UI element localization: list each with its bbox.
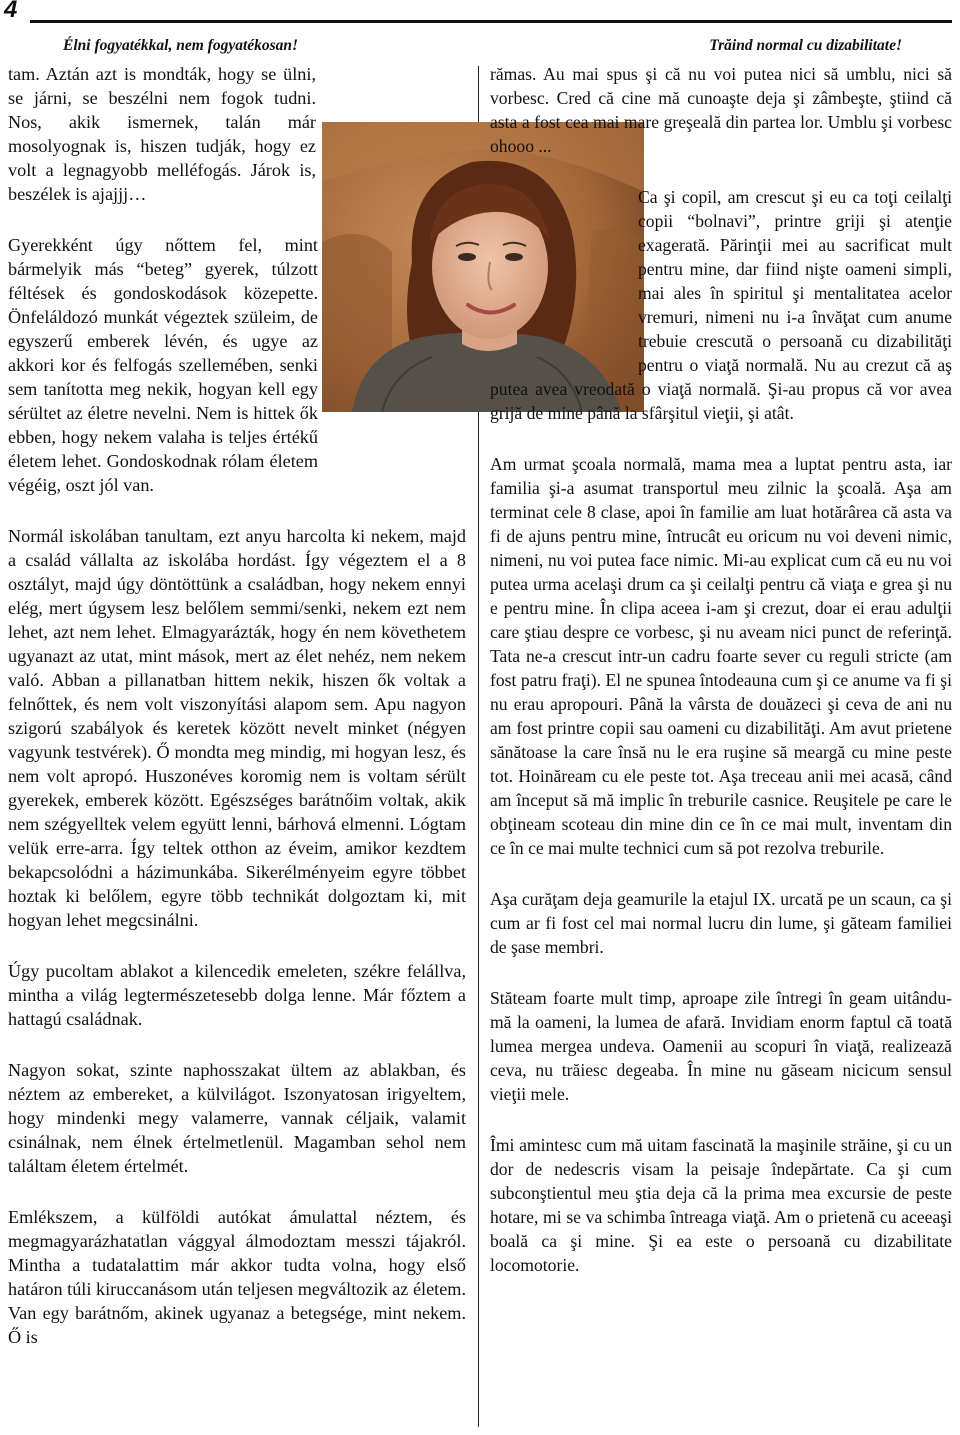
running-head-hungarian: Élni fogyatékkal, nem fogyatékosan! [63, 37, 299, 54]
hu-paragraph-6: Emlékszem, a külföldi autókat ámulattal néztem, és megmagyarázhatatlan vággyal álmodoztam messzi tájakról. Mintha a tudatalattim már akkor tudta volna, hogy első határon túli kiruccanásom után teljesen megváltozik az életem. Van egy barátnőm, akinek ugyanaz a betegsége, mint nekem. Ő is [8, 1207, 466, 1347]
hu-paragraph-1: tam. Aztán azt is mondták, hogy se ülni, se járni, se beszélni nem fogok tudni. Nos, akik ismernek, talán már mosolyognak is, hiszen tudják, hogy ez volt a legnagyobb melléfogás. Járok is, beszélek is ajajjj… [8, 64, 316, 204]
hu-paragraph-2: Gyerekként úgy nőttem fel, mint bármelyik más “beteg” gyerek, túlzott féltések és gondoskodások közepette. Önfeláldozó munkát végeztek szüleim, de egyszerű emberek lévén, és ugye az akkori kor és felfogás szellemében, senki sem tanította meg nekik, hogyan kell egy sérültet az életre nevelni. Nem is hittek ők ebben, hogy nekem valaha is teljes értékű életem lehet. Gondoskodnak rólam életem végéig, oszt jól van. [8, 235, 318, 495]
page-number: 4 [4, 0, 18, 23]
header-rule [30, 20, 952, 23]
hu-paragraph-4: Úgy pucoltam ablakot a kilencedik emeleten, székre felállva, mintha a világ legtermészetesebb dolga lenne. Már főztem a hattagú családnak. [8, 961, 466, 1029]
wrap-spacer [490, 185, 638, 373]
column-romanian [490, 62, 952, 1277]
ro-paragraph-6: Îmi amintesc cum mă uitam fascinată la maşinile străine, şi cu un dor de nedescris visam la peisaje îndepărtate. Ca şi cum subconştientul meu ştia deja că la prima mea excursie de peste hotare, mi se va schimba întreaga viaţă. Am o prietenă cu aceeaşi boală ca şi mine. Şi ea este o persoană cu dizabilitate locomotorie. [490, 1135, 952, 1275]
ro-paragraph-5: Stăteam foarte mult timp, aproape zile întregi în geam uitându-mă la oameni, la lumea de afară. Invidiam enorm faptul că toată lumea mergea undeva. Oamenii au scopuri în viaţă, realizează ceva, nu trăiesc degeaba. În mine nu găseam nicicum sensul vieţii mele. [490, 988, 952, 1104]
running-head-romanian: Trăind normal cu dizabilitate! [709, 37, 902, 54]
ro-paragraph-3: Am urmat şcoala normală, mama mea a luptat pentru asta, iar familia şi-a asumat transportul meu zilnic la şcoală. Aşa am terminat cele 8 clase, apoi în familie am luat hotărârea că asta va fi de ajuns pentru mine, întrucât eu oricum nu voi deveni nimic, nimeni, nu voi putea face nimic. Mi-au explicat cum că eu nu voi putea urma acelaşi drum ca şi ceilalţi pentru că viaţa e grea şi nu e pentru mine. În clipa aceea i-am şi crezut, doar ei erau adulţii care ştiau despre ce vorbesc, şi nu aveam nici punct de referinţă. Tata ne-a crescut intr-un cadru foarte sever cu reguli stricte (am fost patru fraţi). El ne spunea întodeauna cum şi ce anume va fi şi nu erau apropouri. Până la vârsta de douăzeci şi ceva de ani nu am fost printre copii sau oameni cu dizabilităţi. Am avut prietene sănătoase la care însă nu le era ruşine să meargă cu mine peste tot. Hoinăream cu ele peste tot. Aşa treceau anii mei acasă, când am început să mă implic în treburile casnice. Reuşitele pe care le obţineam scoteau din mine din ce în ce mai mult, inventam din ce în ce mai multe technici cum să pot rezolva treburile. [490, 454, 952, 858]
hu-paragraph-3: Normál iskolában tanultam, ezt anyu harcolta ki nekem, majd a család vállalta az iskolába hordást. Így végeztem el a 8 osztályt, majd úgy döntöttünk a családban, hogy nekem ennyi elég, mert úgysem lesz belőlem semmi/senki, nekem ezt nem lehet, azt nem lehet. Elmagyarázták, hogy én nem követhetem ugyanazt az utat, mint mások, mert az élet nehéz, nem nekem való. Abban a pillanatban hittem nekik, hiszen ők voltak a felnőttek, és nem volt viszonyítási alapom sem. Apu nagyon szigorú szabályok és keretek között nevelt minket (négyen vagyunk testvérek). Ő mondta meg mindig, mi hogyan lesz, és nem volt apropó. Huszonéves koromig nem is voltam sérült gyerekek, emberek között. Egészséges barátnőim voltak, akik nem szégyelltek velem együtt lenni, bárhová elmenni. Lógtam velük erre-arra. Így teltek otthon az éveim, amikor kezdtem bekapcsolódni a házimunkába. Sikerélményeim egyre többet hoztak ki belőlem, egyre több technikát dolgoztam ki, mit hogyan lehet megcsinálni. [8, 526, 466, 930]
column-hungarian [8, 62, 466, 1349]
hu-paragraph-5: Nagyon sokat, szinte naphosszakat ültem az ablakban, és néztem az embereket, a külvilágot. Iszonyatosan irigyeltem, hogy mindenki megy valamerre, vannak céljaik, valamit csinálnak, nem élnek értelmetlenül. Magamban sehol nem találtam életem értelmét. [8, 1060, 466, 1176]
ro-paragraph-1: rămas. Au mai spus şi că nu voi putea nici să umblu, nici să vorbesc. Cred că cine mă cunoaşte deja şi zâmbeşte, ştiind că asta a fost cea mai mare greşeală din partea lor. Umblu şi vorbesc ohooo ... [490, 64, 952, 156]
ro-paragraph-4: Aşa curăţam deja geamurile la etajul IX. urcată pe un scaun, ca şi cum ar fi fost cel mai normal lucru din lume, şi găteam familiei de şase membri. [490, 889, 952, 957]
ro-paragraph-2: Ca şi copil, am crescut şi eu ca toţi ceilalţi copii “bolnavi”, printre griji şi atenţie exagerată. Părinţii mei au sacrificat mult pentru mine, dar fiind nişte oameni simpli, mai ales în spiritul şi mentalitatea acelor vremuri, nimeni nu i-a învăţat cum anume trebuie crescută o persoană cu dizabilităţi pentru o viaţă normală. Nu au crezut că aş putea avea vreodată o viaţă normală. Şi-au propus că vor avea grijă de mine până la sfârşitul vieţii, şi atât. [490, 187, 952, 423]
